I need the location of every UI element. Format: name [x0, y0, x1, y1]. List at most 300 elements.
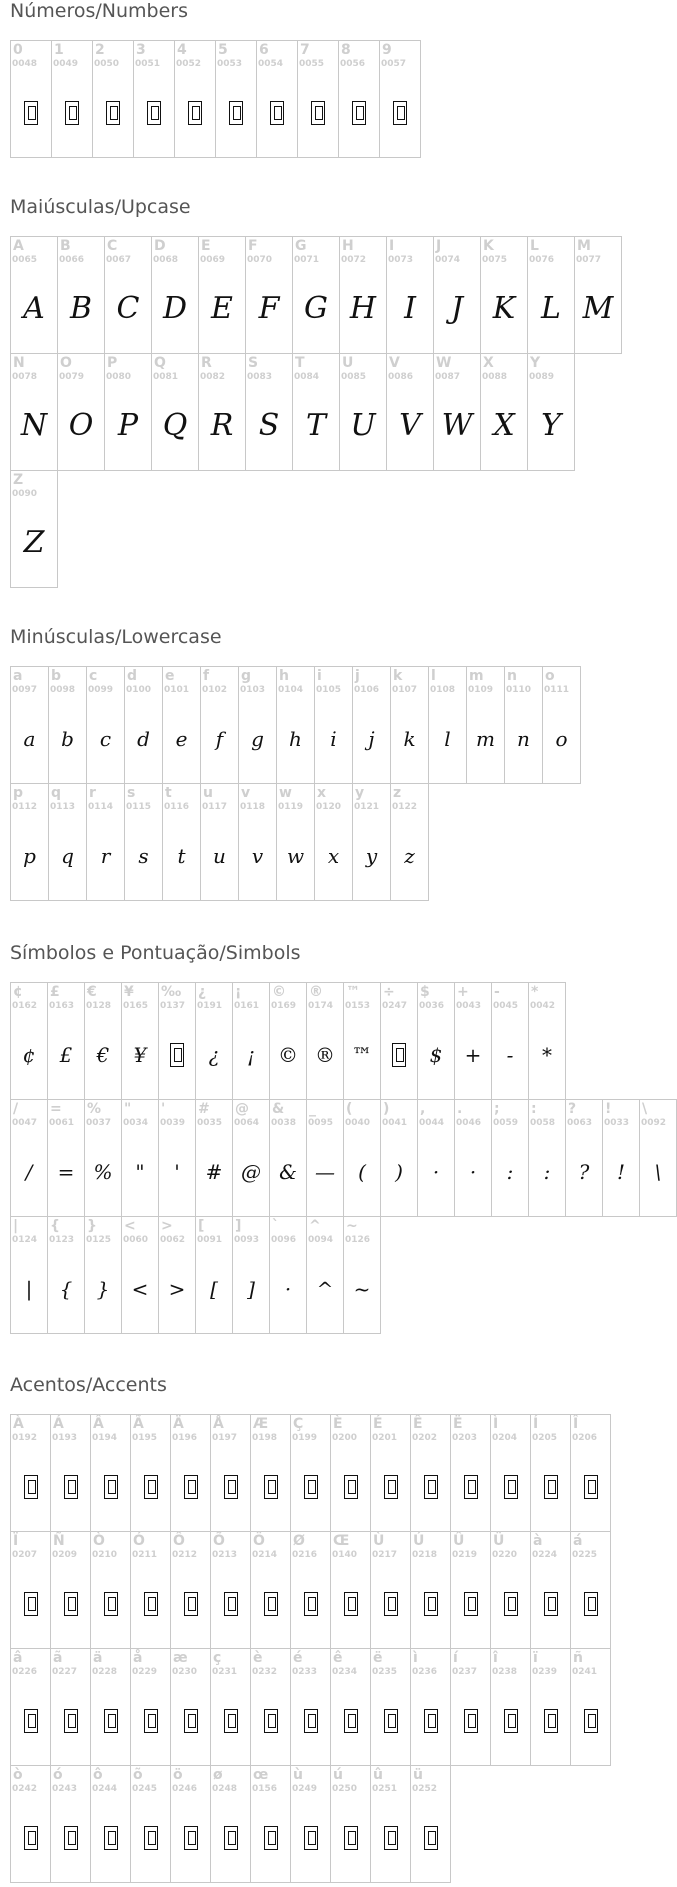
glyph-code-label: 0064: [234, 1118, 260, 1128]
glyph-code-label: 0069: [200, 255, 226, 265]
missing-glyph-box-icon: [584, 1709, 598, 1733]
glyph-code-label: 0122: [392, 802, 418, 812]
glyph-char-label: õ: [133, 1767, 143, 1783]
missing-glyph-icon: [411, 1465, 450, 1509]
missing-glyph-box-icon: [544, 1475, 558, 1499]
glyph-cell: [10, 1216, 48, 1334]
section-title: Símbolos e Pontuação/Simbols: [10, 942, 301, 964]
glyph-char-label: 7: [300, 42, 310, 58]
glyph-char-label: (: [346, 1101, 353, 1117]
glyph-cell: [410, 1648, 451, 1766]
missing-glyph-box-icon: [184, 1826, 198, 1850]
glyph-code-label: 0091: [197, 1235, 223, 1245]
missing-glyph-box-icon: [64, 1475, 78, 1499]
glyph-sample: &: [279, 1160, 297, 1184]
glyph-sample: —: [315, 1160, 335, 1184]
missing-glyph-box-icon: [392, 1043, 406, 1067]
glyph-char-label: a: [13, 668, 23, 684]
missing-glyph-icon: [131, 1465, 170, 1509]
glyph-code-label: 0078: [12, 372, 38, 382]
glyph-sample: l: [444, 727, 451, 751]
glyph-char-label: E: [201, 238, 211, 254]
glyph-cell: [133, 40, 175, 158]
glyph-char-label: u: [203, 785, 213, 801]
missing-glyph-icon: [91, 1816, 130, 1860]
missing-glyph-box-icon: [464, 1592, 478, 1616]
glyph-char-label: M: [577, 238, 591, 254]
glyph-char-label: ): [383, 1101, 390, 1117]
glyph-sample: -: [506, 1043, 514, 1067]
glyph-cell: [527, 236, 575, 354]
glyph-char-label: Ù: [373, 1533, 385, 1549]
missing-glyph-icon: [331, 1816, 370, 1860]
glyph-char-label: ™: [346, 984, 360, 1000]
glyph-code-label: 0119: [278, 802, 304, 812]
glyph-code-label: 0232: [252, 1667, 278, 1677]
glyph-code-label: 0117: [202, 802, 228, 812]
glyph-code-label: 0161: [234, 1001, 260, 1011]
glyph-sample: n: [517, 727, 530, 751]
glyph-cell: [370, 1414, 411, 1532]
glyph-cell: [386, 353, 434, 471]
glyph-char-label: K: [483, 238, 494, 254]
glyph-code-label: 0107: [392, 685, 418, 695]
glyph-cell: [306, 1099, 344, 1217]
glyph-char-label: î: [493, 1650, 498, 1666]
glyph-code-label: 0217: [372, 1550, 398, 1560]
glyph-cell: [574, 236, 622, 354]
missing-glyph-icon: [211, 1699, 250, 1743]
glyph-code-label: 0116: [164, 802, 190, 812]
missing-glyph-icon: [381, 1033, 417, 1077]
glyph-char-label: Ç: [293, 1416, 304, 1432]
glyph-sample: %: [93, 1160, 113, 1184]
glyph-sample: I: [404, 291, 416, 326]
glyph-cell: [276, 666, 315, 784]
glyph-char-label: ã: [53, 1650, 63, 1666]
glyph-cell: [158, 1099, 196, 1217]
glyph-code-label: 0201: [372, 1433, 398, 1443]
glyph-char-label: 1: [54, 42, 64, 58]
glyph-char-label: F: [248, 238, 258, 254]
glyph-char-label: æ: [173, 1650, 188, 1666]
glyph-code-label: 0038: [271, 1118, 297, 1128]
glyph-sample: T: [305, 408, 326, 443]
glyph-cell: [352, 783, 391, 901]
glyph-char-label: 8: [341, 42, 351, 58]
missing-glyph-box-icon: [64, 1709, 78, 1733]
glyph-code-label: 0110: [506, 685, 532, 695]
glyph-code-label: 0065: [12, 255, 38, 265]
glyph-char-label: 4: [177, 42, 187, 58]
glyph-code-label: 0037: [86, 1118, 112, 1128]
glyph-cell: [370, 1531, 411, 1649]
glyph-cell: [256, 40, 298, 158]
missing-glyph-box-icon: [24, 1709, 38, 1733]
glyph-cell: [232, 1099, 270, 1217]
missing-glyph-icon: [371, 1699, 410, 1743]
glyph-char-label: @: [235, 1101, 249, 1117]
glyph-char-label: Í: [533, 1416, 539, 1432]
glyph-code-label: 0033: [604, 1118, 630, 1128]
missing-glyph-icon: [11, 91, 51, 135]
glyph-code-label: 0163: [49, 1001, 75, 1011]
missing-glyph-icon: [91, 1699, 130, 1743]
glyph-cell: [86, 666, 125, 784]
glyph-code-label: 0077: [576, 255, 602, 265]
glyph-char-label: A: [13, 238, 24, 254]
missing-glyph-icon: [571, 1582, 610, 1626]
glyph-char-label: Z: [13, 472, 24, 488]
glyph-cell: [200, 666, 239, 784]
glyph-code-label: 0242: [12, 1784, 38, 1794]
glyph-sample: #: [205, 1160, 223, 1184]
missing-glyph-box-icon: [270, 101, 284, 125]
missing-glyph-icon: [171, 1699, 210, 1743]
missing-glyph-box-icon: [144, 1475, 158, 1499]
glyph-code-label: 0099: [88, 685, 114, 695]
glyph-code-label: 0203: [452, 1433, 478, 1443]
missing-glyph-icon: [451, 1582, 490, 1626]
glyph-char-label: s: [127, 785, 136, 801]
glyph-code-label: 0128: [86, 1001, 112, 1011]
glyph-code-label: 0066: [59, 255, 85, 265]
missing-glyph-box-icon: [224, 1826, 238, 1850]
glyph-code-label: 0212: [172, 1550, 198, 1560]
glyph-sample: ·: [284, 1277, 292, 1301]
missing-glyph-icon: [91, 1582, 130, 1626]
glyph-cell: [198, 353, 246, 471]
glyph-code-label: 0079: [59, 372, 85, 382]
glyph-sample: J: [450, 291, 464, 326]
glyph-code-label: 0239: [532, 1667, 558, 1677]
glyph-char-label: j: [355, 668, 360, 684]
glyph-code-label: 0192: [12, 1433, 38, 1443]
glyph-code-label: 0225: [572, 1550, 598, 1560]
glyph-code-label: 0039: [160, 1118, 186, 1128]
glyph-cell: [386, 236, 434, 354]
missing-glyph-box-icon: [144, 1826, 158, 1850]
glyph-cell: [158, 982, 196, 1100]
glyph-cell: [162, 666, 201, 784]
missing-glyph-icon: [291, 1465, 330, 1509]
glyph-code-label: 0235: [372, 1667, 398, 1677]
glyph-cell: [390, 783, 429, 901]
glyph-char-label: Ó: [133, 1533, 145, 1549]
glyph-char-label: L: [530, 238, 539, 254]
missing-glyph-icon: [175, 91, 215, 135]
missing-glyph-box-icon: [304, 1826, 318, 1850]
missing-glyph-box-icon: [144, 1592, 158, 1616]
glyph-sample: H: [349, 291, 377, 326]
glyph-char-label: h: [279, 668, 289, 684]
missing-glyph-icon: [339, 91, 379, 135]
glyph-sample: :: [506, 1160, 514, 1184]
glyph-char-label: 2: [95, 42, 105, 58]
glyph-cell: [528, 1099, 566, 1217]
glyph-code-label: 0101: [164, 685, 190, 695]
glyph-char-label: [: [198, 1218, 205, 1234]
glyph-sample: !: [616, 1160, 626, 1184]
glyph-cell: [210, 1648, 251, 1766]
glyph-cell: [10, 1648, 51, 1766]
glyph-cell: [50, 1414, 91, 1532]
glyph-code-label: 0234: [332, 1667, 358, 1677]
glyph-char-label: I: [389, 238, 395, 254]
glyph-cell: [269, 1099, 307, 1217]
glyph-code-label: 0118: [240, 802, 266, 812]
glyph-char-label: Ô: [173, 1533, 185, 1549]
glyph-code-label: 0230: [172, 1667, 198, 1677]
missing-glyph-icon: [91, 1465, 130, 1509]
missing-glyph-icon: [291, 1582, 330, 1626]
glyph-cell: [297, 40, 339, 158]
missing-glyph-box-icon: [24, 1826, 38, 1850]
glyph-cell: [124, 783, 163, 901]
glyph-char-label: Ë: [453, 1416, 463, 1432]
glyph-cell: [290, 1648, 331, 1766]
glyph-cell: [10, 783, 49, 901]
glyph-char-label: ô: [93, 1767, 103, 1783]
glyph-code-label: 0247: [382, 1001, 408, 1011]
glyph-code-label: 0210: [92, 1550, 118, 1560]
glyph-cell: [90, 1414, 131, 1532]
missing-glyph-box-icon: [304, 1592, 318, 1616]
glyph-cell: [121, 1216, 159, 1334]
missing-glyph-icon: [291, 1699, 330, 1743]
glyph-sample: E: [211, 291, 233, 326]
missing-glyph-icon: [571, 1465, 610, 1509]
glyph-char-label: ù: [293, 1767, 303, 1783]
missing-glyph-icon: [371, 1816, 410, 1860]
glyph-code-label: 0083: [247, 372, 273, 382]
glyph-cell: [210, 1531, 251, 1649]
missing-glyph-box-icon: [264, 1475, 278, 1499]
glyph-cell: [245, 236, 293, 354]
missing-glyph-box-icon: [170, 1043, 184, 1067]
glyph-code-label: 0086: [388, 372, 414, 382]
glyph-char-label: q: [51, 785, 62, 801]
glyph-code-label: 0174: [308, 1001, 334, 1011]
section-title: Minúsculas/Lowercase: [10, 626, 222, 648]
glyph-char-label: ë: [373, 1650, 383, 1666]
glyph-char-label: &: [272, 1101, 285, 1117]
glyph-char-label: È: [333, 1416, 343, 1432]
glyph-sample: }: [96, 1277, 110, 1301]
glyph-code-label: 0121: [354, 802, 380, 812]
glyph-sample: B: [69, 291, 93, 326]
glyph-sample: v: [251, 844, 264, 868]
glyph-sample: +: [464, 1043, 482, 1067]
glyph-char-label: ~: [346, 1218, 358, 1234]
glyph-cell: [306, 982, 344, 1100]
glyph-char-label: 6: [259, 42, 269, 58]
glyph-sample: ): [395, 1160, 403, 1184]
glyph-sample: K: [492, 291, 516, 326]
glyph-cell: [314, 666, 353, 784]
missing-glyph-icon: [51, 1816, 90, 1860]
glyph-char-label: ': [161, 1101, 166, 1117]
glyph-sample: p: [23, 844, 36, 868]
glyph-cell: [528, 982, 566, 1100]
glyph-sample: =: [57, 1160, 75, 1184]
glyph-cell: [380, 982, 418, 1100]
missing-glyph-icon: [211, 1582, 250, 1626]
glyph-char-label: ^: [309, 1218, 321, 1234]
glyph-char-label: t: [165, 785, 172, 801]
glyph-cell: [50, 1648, 91, 1766]
missing-glyph-icon: [451, 1465, 490, 1509]
glyph-sample: ?: [578, 1160, 590, 1184]
glyph-char-label: ®: [309, 984, 323, 1000]
glyph-code-label: 0120: [316, 802, 342, 812]
glyph-char-label: R: [201, 355, 212, 371]
glyph-cell: [10, 666, 49, 784]
glyph-char-label: {: [50, 1218, 60, 1234]
glyph-cell: [151, 236, 199, 354]
missing-glyph-box-icon: [384, 1475, 398, 1499]
glyph-char-label: Ò: [93, 1533, 105, 1549]
glyph-cell: [124, 666, 163, 784]
missing-glyph-box-icon: [424, 1826, 438, 1850]
glyph-cell: [104, 353, 152, 471]
glyph-cell: [215, 40, 257, 158]
glyph-code-label: 0059: [493, 1118, 519, 1128]
missing-glyph-box-icon: [504, 1709, 518, 1733]
glyph-sample: c: [99, 727, 112, 751]
glyph-cell: [491, 982, 529, 1100]
glyph-char-label: ]: [235, 1218, 242, 1234]
glyph-sample: L: [541, 291, 561, 326]
glyph-char-label: Õ: [213, 1533, 225, 1549]
glyph-sample: D: [162, 291, 188, 326]
glyph-cell: [90, 1531, 131, 1649]
missing-glyph-icon: [411, 1816, 450, 1860]
glyph-char-label: Ø: [293, 1533, 305, 1549]
glyph-cell: [130, 1648, 171, 1766]
glyph-code-label: 0087: [435, 372, 461, 382]
glyph-cell: [530, 1648, 571, 1766]
missing-glyph-icon: [159, 1033, 195, 1077]
glyph-char-label: ö: [173, 1767, 183, 1783]
glyph-code-label: 0076: [529, 255, 555, 265]
glyph-cell: [290, 1531, 331, 1649]
glyph-cell: [450, 1414, 491, 1532]
glyph-code-label: 0244: [92, 1784, 118, 1794]
missing-glyph-icon: [380, 91, 420, 135]
glyph-code-label: 0089: [529, 372, 555, 382]
missing-glyph-box-icon: [584, 1592, 598, 1616]
glyph-cell: [250, 1648, 291, 1766]
glyph-sample: F: [258, 291, 280, 326]
missing-glyph-icon: [11, 1582, 50, 1626]
glyph-code-label: 0211: [132, 1550, 158, 1560]
glyph-sample: C: [116, 291, 140, 326]
missing-glyph-box-icon: [584, 1475, 598, 1499]
glyph-cell: [565, 1099, 603, 1217]
glyph-cell: [170, 1414, 211, 1532]
glyph-char-label: ;: [494, 1101, 500, 1117]
glyph-code-label: 0052: [176, 59, 202, 69]
missing-glyph-icon: [331, 1699, 370, 1743]
missing-glyph-icon: [371, 1582, 410, 1626]
glyph-sample: k: [403, 727, 416, 751]
glyph-char-label: :: [531, 1101, 537, 1117]
glyph-char-label: C: [107, 238, 118, 254]
glyph-char-label: f: [203, 668, 210, 684]
glyph-cell: [10, 353, 58, 471]
glyph-cell: [504, 666, 543, 784]
glyph-code-label: 0124: [12, 1235, 38, 1245]
glyph-code-label: 0061: [49, 1118, 75, 1128]
glyph-code-label: 0094: [308, 1235, 334, 1245]
glyph-cell: [245, 353, 293, 471]
glyph-char-label: o: [545, 668, 555, 684]
glyph-code-label: 0102: [202, 685, 228, 695]
glyph-char-label: Î: [573, 1416, 579, 1432]
glyph-char-label: À: [13, 1416, 24, 1432]
missing-glyph-icon: [51, 1465, 90, 1509]
glyph-cell: [639, 1099, 677, 1217]
glyph-cell: [343, 982, 381, 1100]
glyph-sample: W: [441, 408, 473, 443]
glyph-char-label: è: [253, 1650, 263, 1666]
glyph-code-label: 0206: [572, 1433, 598, 1443]
glyph-code-label: 0108: [430, 685, 456, 695]
glyph-char-label: Ã: [133, 1416, 144, 1432]
glyph-char-label: !: [605, 1101, 612, 1117]
missing-glyph-box-icon: [104, 1709, 118, 1733]
missing-glyph-icon: [51, 1699, 90, 1743]
missing-glyph-icon: [251, 1465, 290, 1509]
section-title: Números/Numbers: [10, 0, 188, 22]
missing-glyph-box-icon: [106, 101, 120, 125]
glyph-cell: [410, 1531, 451, 1649]
glyph-code-label: 0125: [86, 1235, 112, 1245]
glyph-cell: [84, 982, 122, 1100]
glyph-char-label: Ú: [413, 1533, 425, 1549]
glyph-char-label: à: [533, 1533, 543, 1549]
glyph-sample: P: [117, 408, 139, 443]
missing-glyph-icon: [251, 1699, 290, 1743]
glyph-code-label: 0051: [135, 59, 161, 69]
glyph-char-label: ¿: [198, 984, 207, 1000]
glyph-cell: [338, 40, 380, 158]
glyph-cell: [238, 783, 277, 901]
missing-glyph-box-icon: [184, 1709, 198, 1733]
glyph-code-label: 0075: [482, 255, 508, 265]
missing-glyph-box-icon: [64, 1826, 78, 1850]
glyph-code-label: 0060: [123, 1235, 149, 1245]
glyph-sample: ~: [353, 1277, 371, 1301]
glyph-char-label: _: [309, 1101, 316, 1117]
missing-glyph-box-icon: [147, 101, 161, 125]
glyph-code-label: 0115: [126, 802, 152, 812]
glyph-sample: r: [100, 844, 111, 868]
glyph-cell: [380, 1099, 418, 1217]
glyph-char-label: 5: [218, 42, 228, 58]
glyph-cell: [379, 40, 421, 158]
glyph-char-label: *: [531, 984, 539, 1000]
glyph-code-label: 0085: [341, 372, 367, 382]
missing-glyph-icon: [291, 1816, 330, 1860]
glyph-cell: [276, 783, 315, 901]
glyph-char-label: m: [469, 668, 484, 684]
glyph-sample: f: [215, 727, 224, 751]
glyph-cell: [195, 1216, 233, 1334]
missing-glyph-box-icon: [424, 1709, 438, 1733]
glyph-code-label: 0194: [92, 1433, 118, 1443]
